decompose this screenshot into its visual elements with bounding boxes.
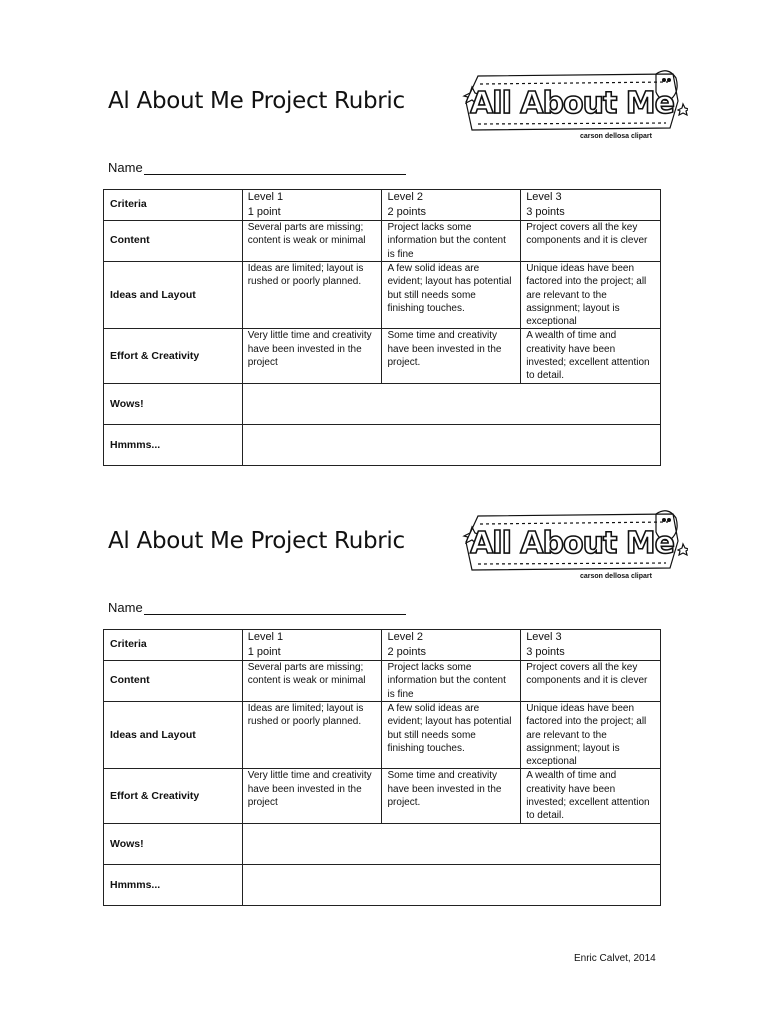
table-row (104, 384, 661, 425)
table-row (104, 661, 661, 702)
descriptor-cell: Some time and creativity have been invested in the project. (382, 329, 521, 384)
descriptor-cell: Unique ideas have been factored into the project; all are relevant to the assignment; layout is exceptional (521, 262, 661, 329)
wows-comment-field[interactable] (242, 384, 660, 425)
descriptor-cell: Project lacks some information but the content is fine (382, 661, 521, 702)
descriptor-cell: A few solid ideas are evident; layout has potential but still needs some finishing touches. (382, 702, 521, 769)
table-row (104, 702, 661, 769)
level-points: 1 point (247, 206, 281, 218)
level-points: 1 point (247, 646, 281, 658)
level-points: 3 points (526, 206, 565, 218)
logo-text: All About Me (470, 86, 674, 121)
clipart-credit: carson dellosa clipart (580, 133, 652, 140)
table-header-row (104, 630, 661, 661)
level-points: 2 points (387, 206, 427, 218)
level-points: 3 points (526, 646, 565, 658)
rubric-table (103, 629, 661, 906)
level-name: Level 1 (247, 631, 284, 643)
name-field (108, 160, 406, 175)
rubric-block-1 (0, 60, 768, 500)
descriptor-cell: A few solid ideas are evident; layout has potential but still needs some finishing touches. (382, 262, 521, 329)
rubric-table (103, 189, 661, 466)
name-field (108, 600, 406, 615)
criteria-cell: Wows! (104, 824, 243, 865)
rubric-title: Al About Me Project Rubric (108, 88, 405, 114)
table-row (104, 329, 661, 384)
author-footer: Enric Calvet, 2014 (574, 953, 656, 964)
descriptor-cell: A wealth of time and creativity have been invested; excellent attention to detail. (521, 769, 661, 824)
criteria-cell: Wows! (104, 384, 243, 425)
descriptor-cell: Project covers all the key components and it is clever (521, 661, 661, 702)
level-2-header (382, 190, 521, 221)
criteria-cell: Content (104, 661, 243, 702)
wows-comment-field[interactable] (242, 824, 660, 865)
descriptor-cell: Ideas are limited; layout is rushed or poorly planned. (242, 702, 382, 769)
descriptor-cell: Several parts are missing; content is weak or minimal (242, 661, 382, 702)
table-header-row (104, 190, 661, 221)
criteria-cell: Hmmms... (104, 425, 243, 466)
name-label: Name (108, 160, 143, 175)
descriptor-cell: Some time and creativity have been invested in the project. (382, 769, 521, 824)
table-row (104, 262, 661, 329)
level-name: Level 1 (247, 191, 284, 203)
name-label: Name (108, 600, 143, 615)
criteria-cell: Ideas and Layout (104, 262, 243, 329)
descriptor-cell: Very little time and creativity have been invested in the project (242, 329, 382, 384)
descriptor-cell: A wealth of time and creativity have been invested; excellent attention to detail. (521, 329, 661, 384)
level-1-header (242, 190, 382, 221)
clipart-credit: carson dellosa clipart (580, 573, 652, 580)
level-name: Level 2 (387, 191, 423, 203)
criteria-cell: Content (104, 221, 243, 262)
level-3-header (521, 190, 661, 221)
hmmms-comment-field[interactable] (242, 865, 660, 906)
descriptor-cell: Several parts are missing; content is weak or minimal (242, 221, 382, 262)
hmmms-comment-field[interactable] (242, 425, 660, 466)
criteria-header: Criteria (104, 630, 243, 661)
table-row (104, 824, 661, 865)
level-points: 2 points (387, 646, 427, 658)
logo-text: All About Me (470, 526, 674, 561)
level-3-header (521, 630, 661, 661)
descriptor-cell: Very little time and creativity have been invested in the project (242, 769, 382, 824)
descriptor-cell: Ideas are limited; layout is rushed or poorly planned. (242, 262, 382, 329)
criteria-cell: Hmmms... (104, 865, 243, 906)
all-about-me-logo (458, 506, 688, 576)
descriptor-cell: Project covers all the key components and it is clever (521, 221, 661, 262)
rubric-title: Al About Me Project Rubric (108, 528, 405, 554)
criteria-cell: Effort & Creativity (104, 329, 243, 384)
criteria-cell: Ideas and Layout (104, 702, 243, 769)
level-1-header (242, 630, 382, 661)
criteria-cell: Effort & Creativity (104, 769, 243, 824)
table-row (104, 221, 661, 262)
descriptor-cell: Project lacks some information but the content is fine (382, 221, 521, 262)
table-row (104, 769, 661, 824)
name-blank-line[interactable] (144, 162, 406, 175)
criteria-header: Criteria (104, 190, 243, 221)
level-name: Level 3 (526, 631, 562, 643)
name-blank-line[interactable] (144, 602, 406, 615)
all-about-me-logo (458, 66, 688, 136)
level-name: Level 2 (387, 631, 423, 643)
table-row (104, 865, 661, 906)
rubric-block-2 (0, 500, 768, 940)
table-row (104, 425, 661, 466)
descriptor-cell: Unique ideas have been factored into the project; all are relevant to the assignment; layout is exceptional (521, 702, 661, 769)
level-name: Level 3 (526, 191, 562, 203)
level-2-header (382, 630, 521, 661)
